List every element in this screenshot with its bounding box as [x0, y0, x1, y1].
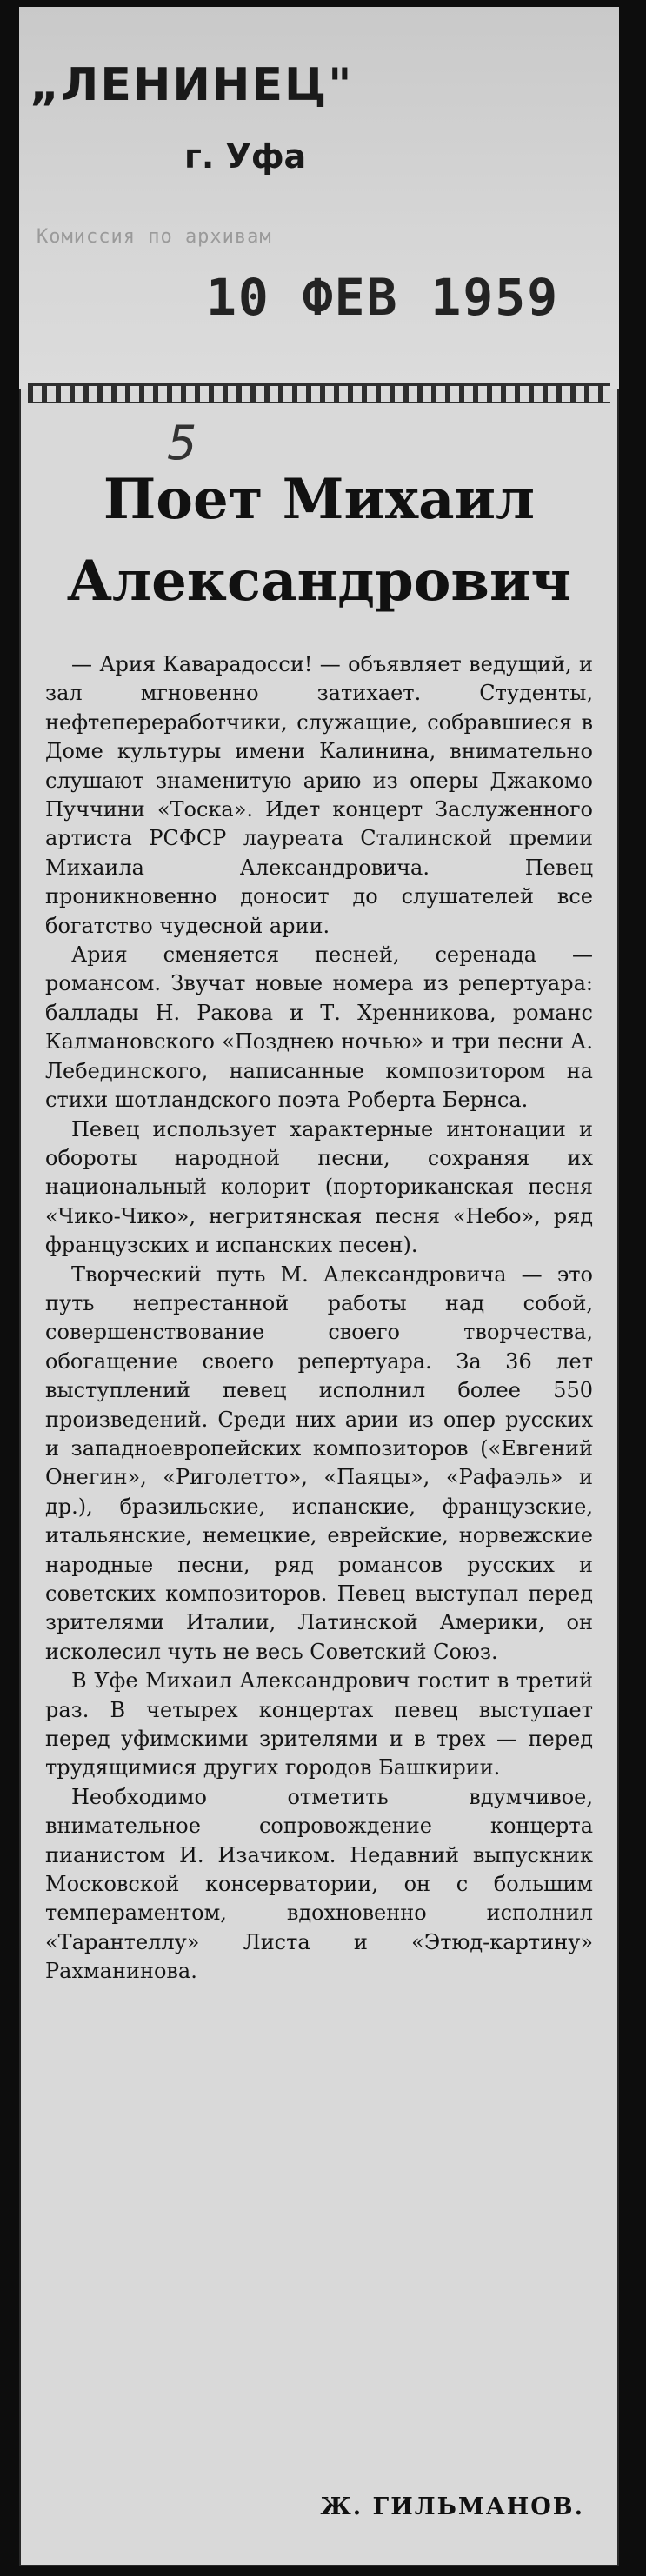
- article-title: Поет Михаил Александрович: [66, 467, 572, 614]
- article-body: [45, 650, 593, 1987]
- newspaper-clipping: [19, 7, 619, 2566]
- paragraph: Творческий путь М. Александровича — это путь непрестанной работы над собой, совершенствование своего творчества, обогащение своего репертуара. За 36 лет выступлений певец исполнил более 550 произведений. Среди них арии из опер русских и западноевропейских композиторов («Евгений Онегин», «Риголетто», «Паяцы», «Рафаэль» и др.), бразильские, испанские, французские, итальянские, немецкие, еврейские, норвежские народные песни, ряд романсов русских и советских композиторов. Певец выступал перед зрителями Италии, Латинской Америки, он исколесил чуть не весь Советский Союз.: [45, 1261, 593, 1664]
- date-stamp: 10 ФЕВ 1959: [206, 268, 560, 327]
- paragraph: В Уфе Михаил Александрович гостит в третий раз. В четырех концертах певец выступает перед уфимскими зрителями и в трех — перед трудящимися других городов Башкирии.: [45, 1668, 593, 1781]
- paragraph: — Ария Каварадосси! — объявляет ведущий, и зал мгновенно затихает. Студенты, нефтепереработчики, служащие, собравшиеся в Доме культуры имени Калинина, внимательно слушают знаменитую арию из оперы Джакомо Пуччини «Тоска». Идет концерт Заслуженного артиста РСФСР лауреата Сталинской премии Михаила Александровича. Певец проникновенно доносит до слушателей все богатство чудесной арии.: [45, 652, 593, 938]
- author-signature: Ж. ГИЛЬМАНОВ.: [320, 2493, 584, 2520]
- ornamental-divider: [28, 383, 610, 403]
- newspaper-name: „ЛЕНИНЕЦ": [30, 59, 354, 111]
- paragraph: Певец использует характерные интонации и обороты народной песни, сохраняя их национальный колорит (порториканская песня «Чико-Чико», негритянская песня «Небо», ряд французских и испанских песен).: [45, 1116, 593, 1258]
- archive-stamp-area: [19, 7, 619, 389]
- paragraph: Ария сменяется песней, серенада — романсом. Звучат новые номера из репертуара: баллады Н. Ракова и Т. Хренникова, романс Калмановского «Позднею ночью» и три песни А. Лебединского, написанные композитором на стихи шотландского поэта Роберта Бернса.: [45, 942, 593, 1113]
- stamp-text: Комиссия по архивам: [37, 226, 272, 248]
- paragraph: Необходимо отметить вдумчивое, внимательное сопровождение концерта пианистом И. Изачиком. Недавний выпускник Московской консерватории, он с большим темпераментом, вдохновенно исполнил «Тарантеллу» Листа и «Этюд-картину» Рахманинова.: [45, 1784, 593, 1984]
- city-label: г. Уфа: [184, 137, 307, 176]
- handwritten-mark: 5: [167, 416, 197, 470]
